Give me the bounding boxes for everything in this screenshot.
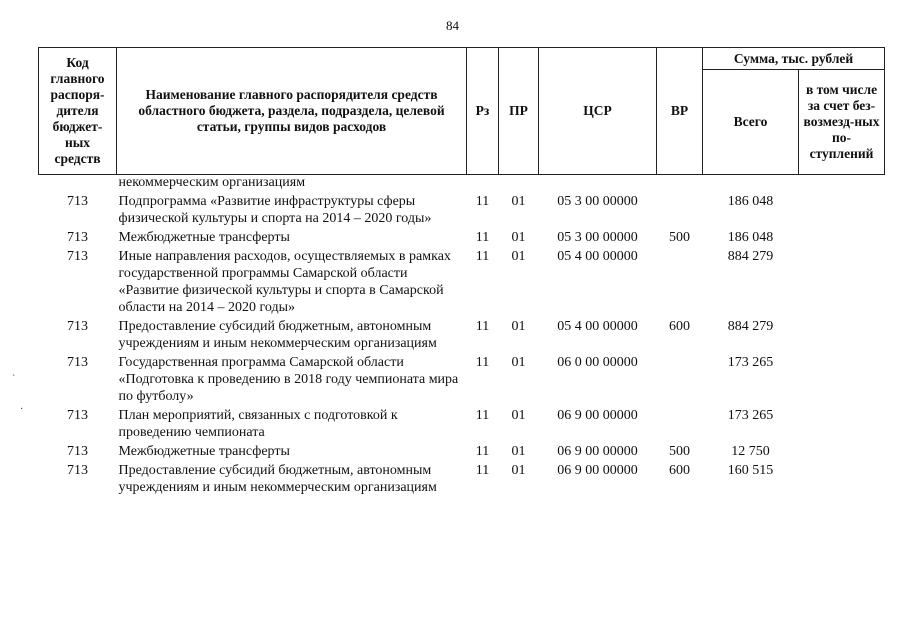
table-row <box>39 228 885 247</box>
table-body <box>39 175 885 498</box>
row-rz: 11 <box>475 194 490 209</box>
row-total: 173 265 <box>727 355 774 370</box>
row-name: Предоставление субсидий бюджетным, автономным учреждениям и иным некоммерческим организациям <box>118 319 437 351</box>
row-code: 713 <box>67 319 88 334</box>
header-csr: ЦСР <box>539 48 657 175</box>
page-number: 84 <box>446 18 459 33</box>
row-csr: 05 4 00 00000 <box>557 249 638 264</box>
row-code: 713 <box>67 444 88 459</box>
row-total: 884 279 <box>727 319 774 334</box>
row-vr: 500 <box>669 444 690 459</box>
row-grants <box>799 442 885 461</box>
row-csr: 05 3 00 00000 <box>557 194 638 209</box>
table-row <box>39 442 885 461</box>
row-code: 713 <box>67 408 88 423</box>
row-rz: 11 <box>475 249 490 264</box>
row-pr: 01 <box>511 249 526 264</box>
scan-speck: · <box>20 404 24 415</box>
row-pr: 01 <box>511 463 526 478</box>
row-total: 884 279 <box>727 249 774 264</box>
header-grants: в том числе за счет без-возмезд-ных по-ступлений <box>799 70 885 175</box>
header-total: Всего <box>703 70 799 175</box>
row-pr: 01 <box>511 444 526 459</box>
row-code: 713 <box>67 249 88 264</box>
row-csr: 06 9 00 00000 <box>557 408 638 423</box>
row-code: 713 <box>67 194 88 209</box>
row-code: 713 <box>67 230 88 245</box>
row-csr: 06 9 00 00000 <box>557 444 638 459</box>
row-vr <box>657 353 703 406</box>
row-pr: 01 <box>511 408 526 423</box>
row-name: Государственная программа Самарской области «Подготовка к проведению в 2018 году чемпионата мира по футболу» <box>118 355 459 404</box>
row-grants <box>799 317 885 353</box>
table-row <box>39 406 885 442</box>
row-pr: 01 <box>511 319 526 334</box>
table-row <box>39 353 885 406</box>
row-code: 713 <box>67 355 88 370</box>
table-row <box>39 461 885 497</box>
row-pr: 01 <box>511 194 526 209</box>
row-grants <box>799 192 885 228</box>
row-vr <box>657 247 703 317</box>
row-csr: 06 0 00 00000 <box>557 355 638 370</box>
row-vr <box>657 406 703 442</box>
header-rz: Рз <box>467 48 499 175</box>
scan-speck: ˋ <box>12 374 16 385</box>
row-csr: 05 3 00 00000 <box>557 230 638 245</box>
row-rz: 11 <box>475 408 490 423</box>
budget-table <box>38 47 885 497</box>
row-rz: 11 <box>475 319 490 334</box>
row-rz: 11 <box>475 463 490 478</box>
row-name: Межбюджетные трансферты <box>118 230 290 245</box>
row-rz: 11 <box>475 444 490 459</box>
row-total: 12 750 <box>731 444 770 459</box>
continuation-row <box>39 175 885 193</box>
header-pr: ПР <box>499 48 539 175</box>
header-code: Код главного распоря-дителя бюджет-ных средств <box>39 48 117 175</box>
row-grants <box>799 461 885 497</box>
row-csr: 06 9 00 00000 <box>557 463 638 478</box>
row-csr: 05 4 00 00000 <box>557 319 638 334</box>
row-vr: 600 <box>669 463 690 478</box>
row-grants <box>799 247 885 317</box>
row-total: 186 048 <box>727 230 774 245</box>
row-rz: 11 <box>475 230 490 245</box>
header-sum: Сумма, тыс. рублей <box>703 48 885 70</box>
row-grants <box>799 228 885 247</box>
row-rz: 11 <box>475 355 490 370</box>
table-row <box>39 247 885 317</box>
row-vr: 600 <box>669 319 690 334</box>
row-vr <box>657 192 703 228</box>
row-name: План мероприятий, связанных с подготовкой к проведению чемпионата <box>118 408 398 440</box>
continuation-text: некоммерческим организациям <box>118 175 306 190</box>
row-grants <box>799 406 885 442</box>
header-name: Наименование главного распорядителя средств областного бюджета, раздела, подраздела, целевой статьи, группы видов расходов <box>117 48 467 175</box>
row-total: 173 265 <box>727 408 774 423</box>
header-vr: ВР <box>657 48 703 175</box>
row-name: Подпрограмма «Развитие инфраструктуры сферы физической культуры и спорта на 2014 – 2020 годы» <box>118 194 432 226</box>
table-header <box>39 48 885 175</box>
row-code: 713 <box>67 463 88 478</box>
table-row <box>39 192 885 228</box>
row-name: Предоставление субсидий бюджетным, автономным учреждениям и иным некоммерческим организациям <box>118 463 437 495</box>
row-name: Иные направления расходов, осуществляемых в рамках государственной программы Самарской области «Развитие физической культуры и спорта в Самарской области на 2014 – 2020 годы» <box>118 249 451 315</box>
row-total: 186 048 <box>727 194 774 209</box>
row-total: 160 515 <box>727 463 774 478</box>
row-pr: 01 <box>511 355 526 370</box>
row-vr: 500 <box>669 230 690 245</box>
table-row <box>39 317 885 353</box>
row-pr: 01 <box>511 230 526 245</box>
row-name: Межбюджетные трансферты <box>118 444 290 459</box>
row-grants <box>799 353 885 406</box>
